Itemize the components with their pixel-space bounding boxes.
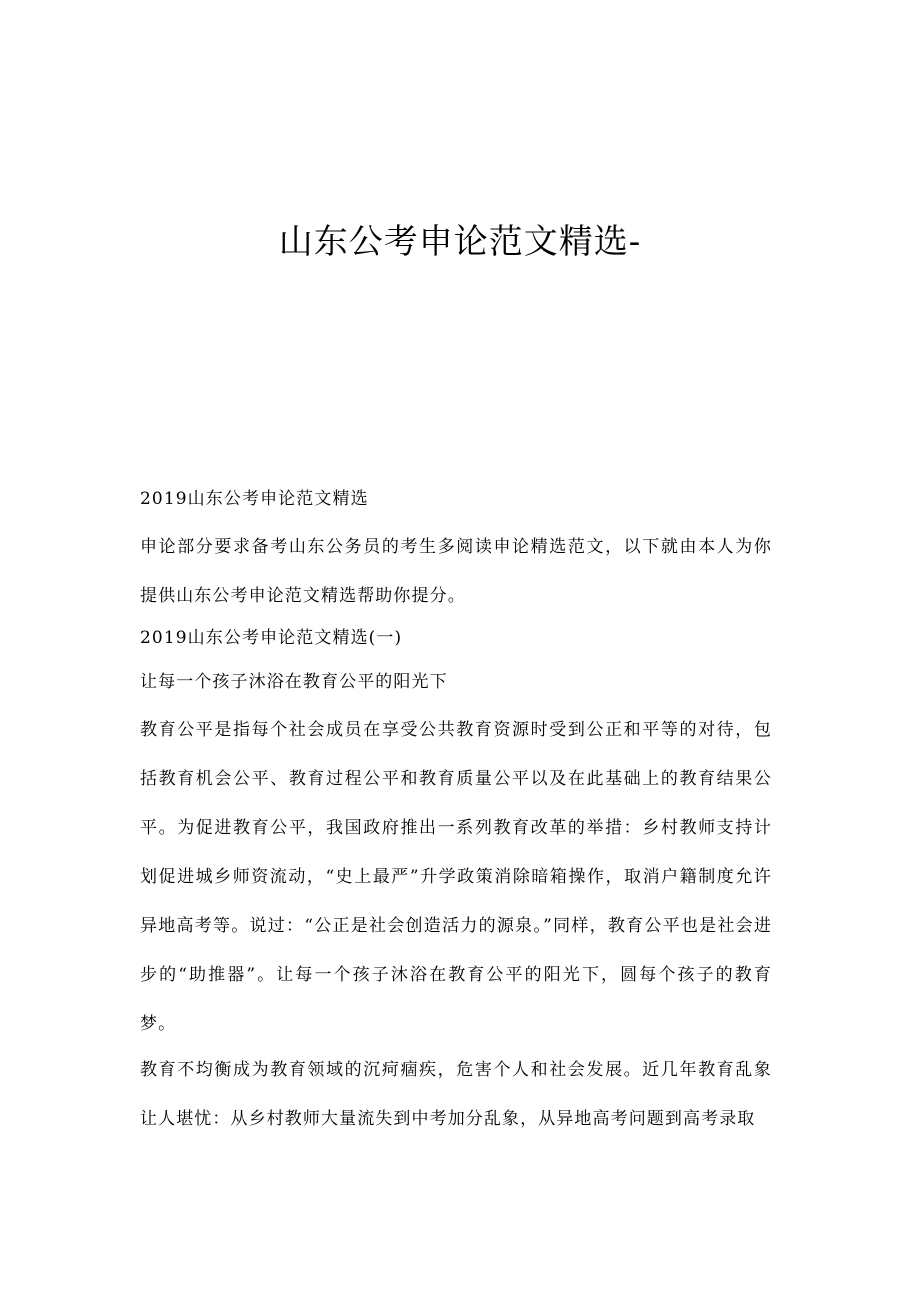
paragraph-body-2: 教育不均衡成为教育领域的沉疴痼疾，危害个人和社会发展。近几年教育乱象让人堪忧：从乡村教师大量流失到中考加分乱象，从异地高考问题到高考录取 — [140, 1060, 772, 1129]
paragraph-heading-year: 2019山东公考申论范文精选 — [140, 489, 369, 509]
document-title: 山东公考申论范文精选- — [278, 222, 642, 262]
document-body — [140, 484, 772, 1146]
paragraph-intro: 申论部分要求备考山东公务员的考生多阅读申论精选范文，以下就由本人为你提供山东公考申论范文精选帮助你提分。 — [140, 537, 772, 606]
paragraph-essay-title: 让每一个孩子沐浴在教育公平的阳光下 — [140, 672, 448, 692]
paragraph-body-1: 教育公平是指每个社会成员在享受公共教育资源时受到公正和平等的对待，包括教育机会公平、教育过程公平和教育质量公平以及在此基础上的教育结果公平。为促进教育公平，我国政府推出一系列教育改革的举措：乡村教师支持计划促进城乡师资流动，“史上最严”升学政策消除暗箱操作，取消户籍制度允许异地高考等。说过：“公正是社会创造活力的源泉。”同样，教育公平也是社会进步的“助推器”。让每一个孩子沐浴在教育公平的阳光下，圆每个孩子的教育梦。 — [140, 720, 772, 1034]
paragraph-section-title: 2019山东公考申论范文精选(一) — [140, 628, 403, 648]
